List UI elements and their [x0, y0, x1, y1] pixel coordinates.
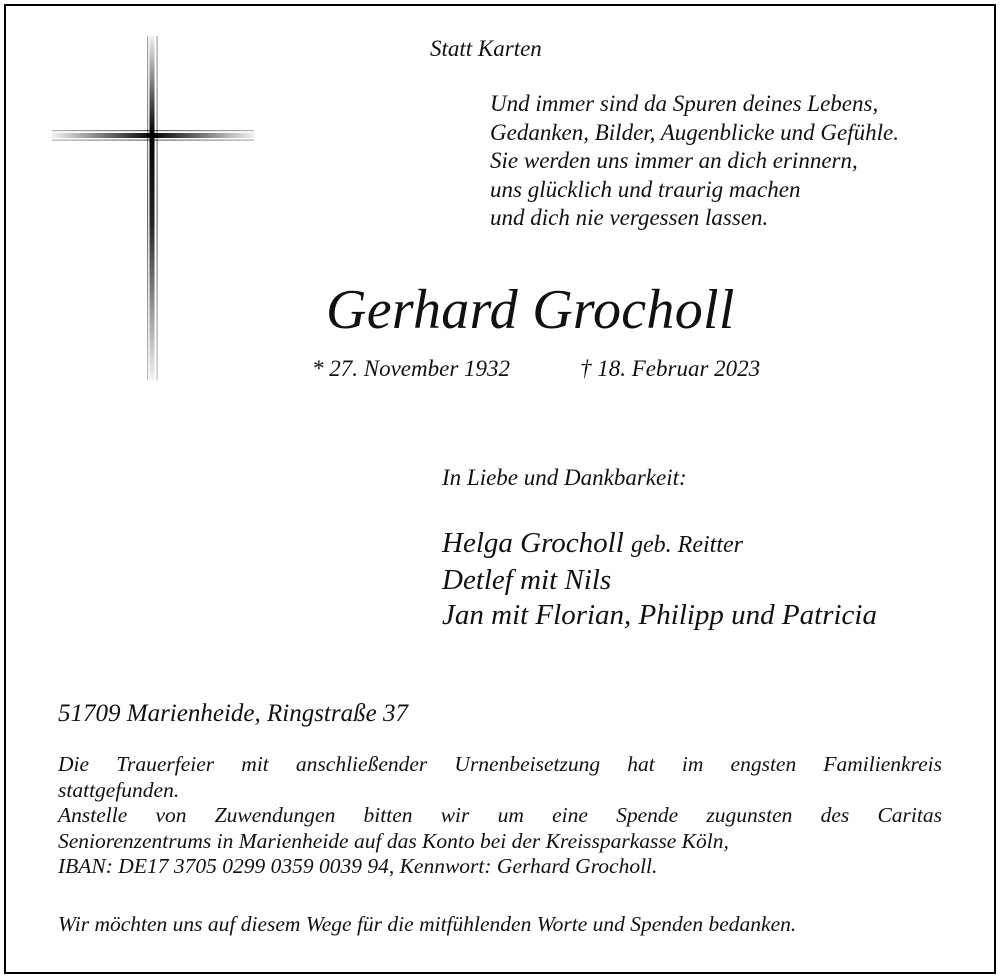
deceased-name: Gerhard Grocholl — [326, 279, 735, 341]
notice-line: Die Trauerfeier mit anschließender Urnenbeisetzung hat im engsten Familienkreis — [58, 752, 942, 776]
mourner-line: Jan mit Florian, Philipp und Patricia — [442, 599, 877, 631]
poem-line: Und immer sind da Spuren deines Lebens, — [490, 91, 879, 116]
death-date: † 18. Februar 2023 — [580, 356, 761, 381]
notice-text — [58, 752, 942, 880]
poem-line: uns glücklich und traurig machen — [490, 176, 801, 202]
mourners-list — [442, 526, 877, 633]
notice-line: Anstelle von Zuwendungen bitten wir um eine Spende zugunsten des Caritas — [58, 803, 942, 827]
poem-line: Sie werden uns immer an dich erinnern, — [490, 148, 858, 173]
mourner-line — [442, 526, 877, 563]
notice-line: stattgefunden. — [58, 777, 180, 802]
notice-line: Seniorenzentrums in Marienheide auf das Konto bei der Kreissparkasse Köln, — [58, 828, 729, 853]
mourner-maiden-name: geb. Reitter — [631, 532, 743, 558]
birth-date: * 27. November 1932 — [312, 356, 511, 381]
mourner-line: Detlef mit Nils — [442, 564, 612, 596]
mourner-name: Helga Grocholl — [442, 527, 624, 559]
poem-line: Gedanken, Bilder, Augenblicke und Gefühle. — [490, 119, 899, 145]
cross-icon — [52, 36, 254, 380]
poem — [490, 90, 899, 233]
notice-line: IBAN: DE17 3705 0299 0359 0039 94, Kennwort: Gerhard Grocholl. — [58, 854, 658, 878]
mourners-intro: In Liebe und Dankbarkeit: — [442, 465, 687, 490]
poem-line: und dich nie vergessen lassen. — [490, 205, 769, 230]
thanks-text: Wir möchten uns auf diesem Wege für die mitfühlenden Worte und Spenden bedanken. — [58, 912, 797, 936]
statt-karten-label: Statt Karten — [430, 36, 542, 61]
address: 51709 Marienheide, Ringstraße 37 — [58, 700, 408, 727]
